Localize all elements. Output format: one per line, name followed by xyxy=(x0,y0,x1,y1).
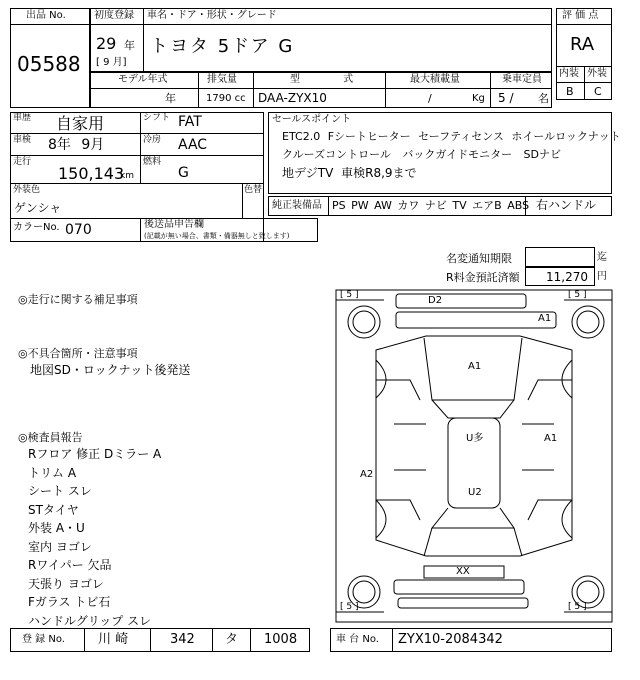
defects-text: 地図SD・ロックナット後発送 xyxy=(30,363,191,377)
aftermarket-note: (記載が無い場合、書類・備器無しと致します) xyxy=(144,232,290,240)
rear-bumper xyxy=(394,580,524,594)
recycle-label: R料金預託済額 xyxy=(446,271,520,284)
recycle-value: 11,270 xyxy=(546,270,588,284)
interior-grade: B xyxy=(566,85,574,98)
fuel-value: G xyxy=(178,165,189,181)
displacement-label: 排気量 xyxy=(207,74,237,85)
report-line: Fガラス トビ石 xyxy=(28,595,111,609)
front-bumper xyxy=(396,294,526,308)
inspection-label: 車検 xyxy=(13,135,32,145)
reg-class: 342 xyxy=(170,632,195,647)
color-label: 外装色 xyxy=(13,185,41,195)
model-year-label: モデル年式 xyxy=(118,74,168,85)
color-value: ゲンシャ xyxy=(14,201,62,215)
equipment-label: 純正装備品 xyxy=(272,200,322,211)
mileage-value: 150,143 xyxy=(58,164,125,183)
left-side xyxy=(376,380,420,520)
report-line: STタイヤ xyxy=(28,502,79,517)
max-load-unit: Kg xyxy=(472,93,485,104)
report-line: 外装 A・U xyxy=(28,521,85,535)
mark-right-side: A1 xyxy=(544,433,558,444)
history-value: 自家用 xyxy=(56,114,105,133)
report-line: 天張り ヨゴレ xyxy=(28,576,104,591)
displacement: 1790 cc xyxy=(206,93,246,104)
sales-label: セールスポイント xyxy=(272,114,352,125)
driving-notes-label: ◎走行に関する補足事項 xyxy=(18,293,138,306)
reg-label: 登 録 No. xyxy=(22,634,65,645)
report-line: 室内 ヨゴレ xyxy=(28,539,92,554)
reg-month: [ 9 月] xyxy=(96,57,127,68)
lot-number: 05588 xyxy=(17,52,81,76)
mileage-unit: km xyxy=(120,171,134,181)
history-label: 車歴 xyxy=(13,113,32,123)
capacity-label: 乗車定員 xyxy=(502,74,542,85)
first-reg-label: 初度登録 xyxy=(94,10,134,21)
inspector-label: ◎検査員報告 xyxy=(18,431,83,444)
car-name: トヨタ 5ドア G xyxy=(150,36,295,57)
lot-label: 出品 No. xyxy=(26,10,66,21)
tire-label-fl: [ 5 ] xyxy=(340,290,359,300)
reg-year-unit: 年 xyxy=(124,39,135,52)
mark-roof: U多 xyxy=(466,433,484,444)
steering-side: 右ハンドル xyxy=(536,198,597,212)
exterior-grade: C xyxy=(594,85,602,98)
capacity: 5 / xyxy=(498,91,514,105)
max-load-label: 最大積載量 xyxy=(410,74,460,85)
fuel-label: 燃料 xyxy=(143,157,162,167)
color-change-label: 色替 xyxy=(244,185,263,195)
right-side xyxy=(528,380,572,520)
score-label: 評 価 点 xyxy=(562,10,599,21)
notice-label: 名変通知期限 xyxy=(446,252,512,265)
ac-label: 冷房 xyxy=(143,135,162,145)
defects-label: ◎不具合箇所・注意事項 xyxy=(18,347,138,360)
score-value: RA xyxy=(570,34,595,55)
tire-label-fr: [ 5 ] xyxy=(568,290,587,300)
tire-label-rr: [ 5 ] xyxy=(568,602,587,612)
capacity-unit: 名 xyxy=(538,92,549,105)
report-line: シート スレ xyxy=(28,484,92,498)
interior-label: 内装 xyxy=(559,68,579,79)
reg-area: 川 崎 xyxy=(98,632,129,647)
mark-left-side: A2 xyxy=(360,469,374,480)
shift-label: シフト xyxy=(143,113,171,123)
mark-hood: A1 xyxy=(468,361,482,372)
shift-value: FAT xyxy=(178,114,202,130)
equipment-items: PS PW AW カワ ナビ TV エアB ABS xyxy=(332,199,530,212)
front-upper-panel xyxy=(396,312,556,328)
report-line: Rワイパー 欠品 xyxy=(28,558,112,572)
max-load: / xyxy=(428,92,432,105)
model-year-unit: 年 xyxy=(165,92,176,105)
report-line: ハンドルグリップ スレ xyxy=(28,613,152,628)
report-line: Rフロア 修正 Dミラー A xyxy=(28,447,162,461)
aftermarket-label: 後送品申告欄 xyxy=(144,219,204,230)
windshield xyxy=(432,400,514,418)
color-no-label: カラーNo. xyxy=(13,222,60,233)
sales-line-1: ETC2.0 Fシートヒーター セーフティセンス ホイールロックナット xyxy=(282,130,621,143)
recycle-unit: 円 xyxy=(597,271,607,282)
name-label: 車名・ドア・形状・グレード xyxy=(147,10,277,21)
exterior-label: 外装 xyxy=(587,68,607,79)
mark-rear-bumper: XX xyxy=(456,566,470,577)
diagram-frame xyxy=(336,290,612,622)
reg-year: 29 xyxy=(96,34,117,53)
model-label: 型 式 xyxy=(290,74,354,85)
mark-front-upper: A1 xyxy=(538,313,552,324)
mark-front-bumper: D2 xyxy=(428,295,443,306)
reg-number: 1008 xyxy=(264,632,298,647)
notice-unit: 迄 xyxy=(597,252,607,263)
tire-label-rl: [ 5 ] xyxy=(340,602,359,612)
inspection-value: 8年 9月 xyxy=(48,137,105,153)
ac-value: AAC xyxy=(178,137,208,153)
chassis-value: ZYX10-2084342 xyxy=(398,632,503,647)
sales-line-2: クルーズコントロール バックガイドモニター SDナビ xyxy=(282,148,562,161)
sales-line-3: 地デジTV 車検R8,9まで xyxy=(282,166,417,180)
reg-kana: タ xyxy=(225,632,239,647)
color-no-value: 070 xyxy=(65,222,92,238)
mark-trunk: U2 xyxy=(468,487,482,498)
chassis-label: 車 台 No. xyxy=(336,634,379,645)
report-line: トリム A xyxy=(28,465,77,480)
model-code: DAA-ZYX10 xyxy=(258,91,327,105)
mileage-label: 走行 xyxy=(13,157,32,167)
